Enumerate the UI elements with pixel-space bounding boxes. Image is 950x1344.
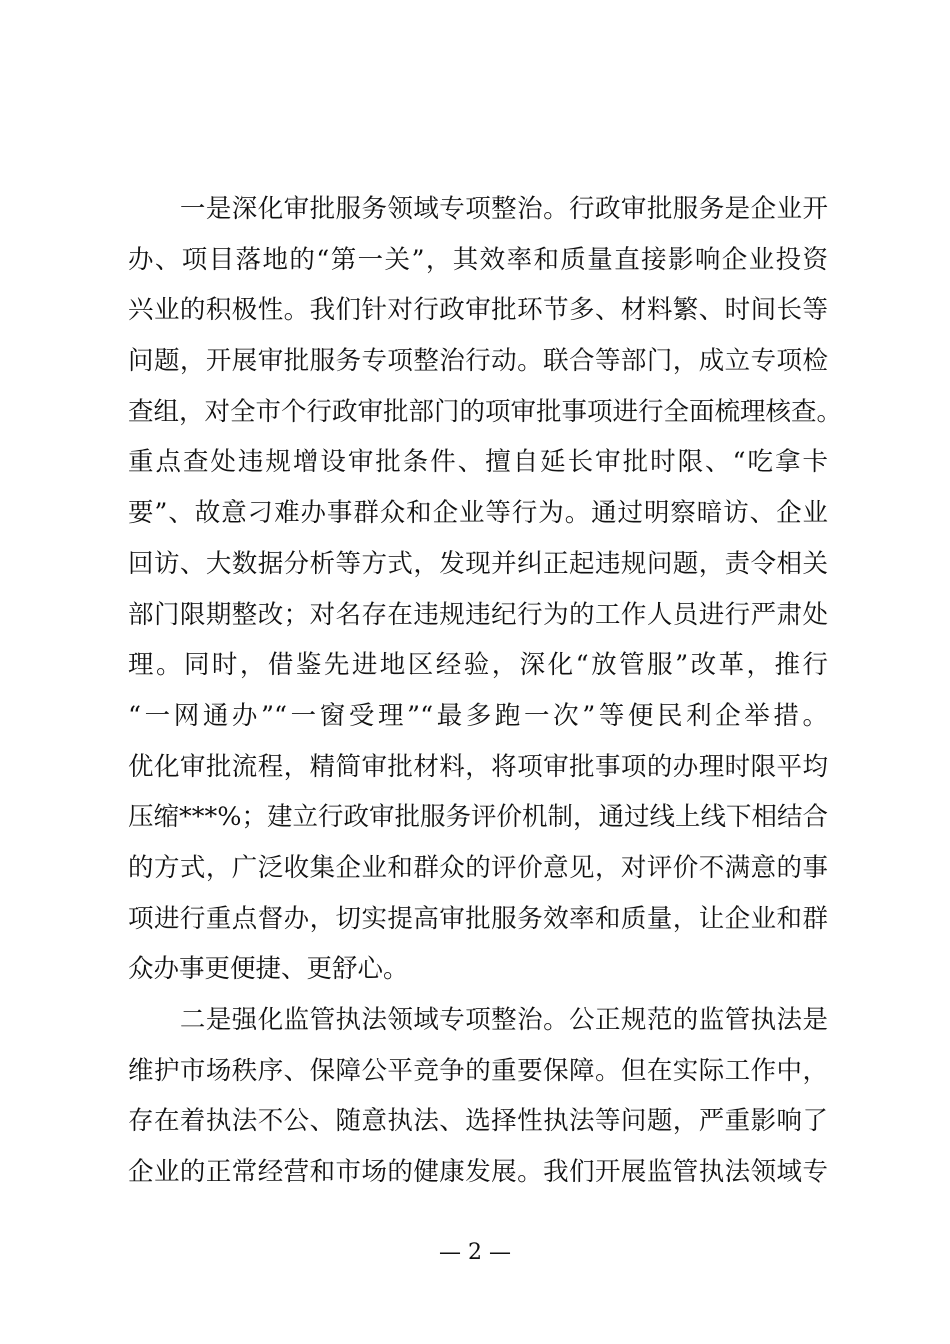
paragraph-line: 众办事更便捷、更舒心。 — [128, 954, 409, 985]
paragraph-line: 要”、故意刁难办事群众和企业等行为。通过明察暗访、企业 — [128, 498, 828, 529]
paragraph-line: 一是深化审批服务领域专项整治。行政审批服务是企业开 — [128, 194, 828, 224]
paragraph-line: 兴业的积极性。我们针对行政审批环节多、材料繁、时间长等 — [128, 295, 828, 326]
paragraph-1 — [128, 184, 843, 995]
paragraph-line: 的方式，广泛收集企业和群众的评价意见，对评价不满意的事 — [128, 852, 828, 883]
paragraph-line: 优化审批流程，精简审批材料，将项审批事项的办理时限平均 — [128, 751, 828, 782]
paragraph-line: 压缩***%；建立行政审批服务评价机制，通过线上线下相结合 — [128, 802, 828, 833]
page-number: — 2 — — [439, 1240, 511, 1265]
paragraph-2 — [128, 995, 828, 1198]
paragraph-line: 办、项目落地的“第一关”，其效率和质量直接影响企业投资 — [128, 244, 828, 275]
paragraph-line: 查组，对全市个行政审批部门的项审批事项进行全面梳理核查。 — [128, 396, 843, 427]
paragraph-line: 维护市场秩序、保障公平竞争的重要保障。但在实际工作中， — [128, 1055, 828, 1086]
document-body — [128, 184, 843, 1198]
paragraph-line: 项进行重点督办，切实提高审批服务效率和质量，让企业和群 — [128, 903, 828, 934]
paragraph-line: 企业的正常经营和市场的健康发展。我们开展监管执法领域专 — [128, 1157, 828, 1188]
paragraph-line: 部门限期整改；对名存在违规违纪行为的工作人员进行严肃处 — [128, 599, 828, 630]
paragraph-line: 回访、大数据分析等方式，发现并纠正起违规问题，责令相关 — [128, 548, 828, 579]
paragraph-line: 存在着执法不公、随意执法、选择性执法等问题，严重影响了 — [128, 1106, 828, 1137]
paragraph-line: “一网通办”“一窗受理”“最多跑一次”等便民利企举措。 — [128, 700, 828, 731]
paragraph-line: 理。同时，借鉴先进地区经验，深化“放管服”改革，推行 — [128, 650, 828, 681]
paragraph-line: 问题，开展审批服务专项整治行动。联合等部门，成立专项检 — [128, 346, 828, 377]
paragraph-line: 二是强化监管执法领域专项整治。公正规范的监管执法是 — [128, 1005, 828, 1035]
paragraph-line: 重点查处违规增设审批条件、擅自延长审批时限、“吃拿卡 — [128, 447, 828, 478]
